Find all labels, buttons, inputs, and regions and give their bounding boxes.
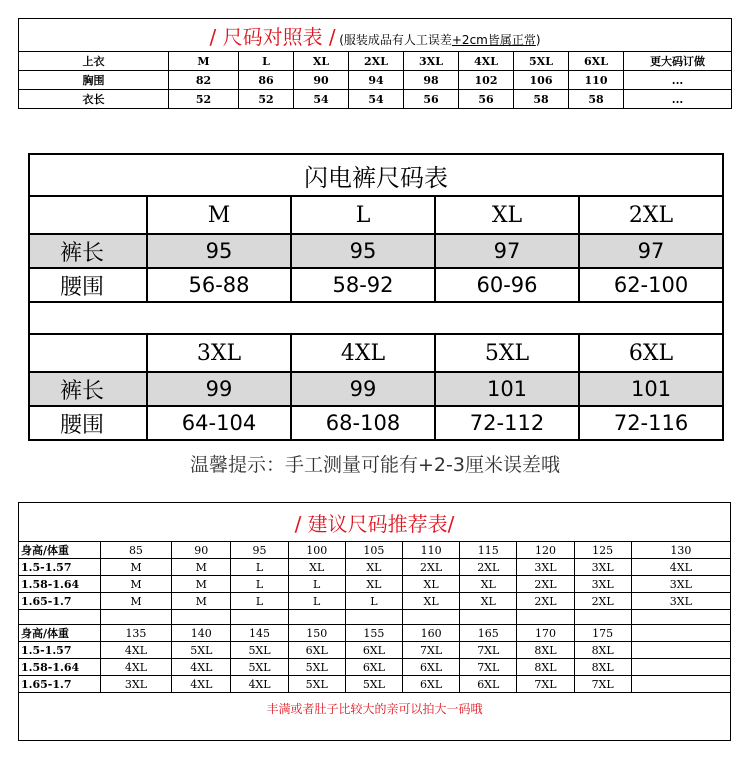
cell: 60-96	[435, 268, 579, 302]
measurement-tip: 温馨提示：手工测量可能有+2-3厘米误差哦	[190, 454, 560, 476]
cell: 54	[294, 90, 349, 109]
cell: 94	[349, 71, 404, 90]
cell	[574, 610, 631, 625]
cell: M	[100, 593, 171, 610]
header-cell: 5XL	[514, 52, 569, 71]
cell	[517, 610, 574, 625]
header-cell: M	[169, 52, 239, 71]
cell: 6XL	[345, 642, 402, 659]
cell: 52	[239, 90, 294, 109]
row-label: 裤长	[29, 372, 147, 406]
cell: 82	[169, 71, 239, 90]
header-cell: 145	[231, 625, 288, 642]
cell: 3XL	[631, 593, 730, 610]
header-cell: 95	[231, 542, 288, 559]
table-row	[29, 334, 723, 372]
cell: 106	[514, 71, 569, 90]
cell: 86	[239, 71, 294, 90]
cell: 5XL	[231, 659, 288, 676]
header-cell: 150	[288, 625, 345, 642]
table-row	[29, 406, 723, 440]
cell: 56-88	[147, 268, 291, 302]
size-cell: XL	[435, 196, 579, 234]
header-cell	[631, 625, 730, 642]
recommendation-title: / 建议尺码推荐表/	[294, 511, 455, 536]
header-cell: 上衣	[19, 52, 169, 71]
cell: L	[288, 593, 345, 610]
header-cell: 160	[402, 625, 459, 642]
table-row	[29, 268, 723, 302]
cell: 72-112	[435, 406, 579, 440]
cell: 58-92	[291, 268, 435, 302]
cell: 6XL	[402, 659, 459, 676]
header-cell: 3XL	[404, 52, 459, 71]
table-row	[19, 625, 731, 642]
header-cell: 120	[517, 542, 574, 559]
cell: XL	[345, 576, 402, 593]
cell: 3XL	[574, 576, 631, 593]
cell	[19, 610, 101, 625]
cell: 6XL	[288, 642, 345, 659]
note-mid: +2cm皆属正常	[451, 32, 536, 47]
cell: 58	[569, 90, 624, 109]
table-row	[19, 52, 732, 71]
header-cell: 90	[172, 542, 231, 559]
cell: 2XL	[460, 559, 517, 576]
header-cell: 115	[460, 542, 517, 559]
cell: 56	[459, 90, 514, 109]
cell	[29, 196, 147, 234]
table-row	[19, 642, 731, 659]
size-cell: 6XL	[579, 334, 723, 372]
header-cell: 4XL	[459, 52, 514, 71]
cell: 2XL	[402, 559, 459, 576]
cell: XL	[460, 593, 517, 610]
cell: ...	[624, 71, 732, 90]
cell: 101	[579, 372, 723, 406]
cell: 3XL	[517, 559, 574, 576]
cell: 衣长	[19, 90, 169, 109]
cell: ...	[624, 90, 732, 109]
spacer-row	[29, 302, 723, 334]
table-row	[19, 90, 732, 109]
cell: 102	[459, 71, 514, 90]
header-cell: 6XL	[569, 52, 624, 71]
cell	[288, 610, 345, 625]
header-cell: 125	[574, 542, 631, 559]
cell: 4XL	[100, 642, 171, 659]
table-row	[19, 559, 731, 576]
cell: M	[100, 559, 171, 576]
cell: 99	[291, 372, 435, 406]
size-cell: M	[147, 196, 291, 234]
cell: 7XL	[517, 676, 574, 693]
top-table-note	[339, 33, 540, 47]
cell: 5XL	[231, 642, 288, 659]
cell: 5XL	[288, 659, 345, 676]
table-row	[29, 234, 723, 268]
cell: XL	[460, 576, 517, 593]
cell: 4XL	[631, 559, 730, 576]
table-row	[19, 542, 731, 559]
cell: 98	[404, 71, 459, 90]
header-cell: 130	[631, 542, 730, 559]
cell: 6XL	[402, 676, 459, 693]
cell: 99	[147, 372, 291, 406]
table-row	[19, 659, 731, 676]
cell: M	[172, 593, 231, 610]
header-cell: 2XL	[349, 52, 404, 71]
cell: L	[288, 576, 345, 593]
top-table-title-cell	[19, 19, 732, 52]
cell	[231, 610, 288, 625]
cell: 7XL	[460, 642, 517, 659]
cell	[172, 610, 231, 625]
cell: 58	[514, 90, 569, 109]
cell: M	[172, 559, 231, 576]
header-cell: 100	[288, 542, 345, 559]
header-cell: 140	[172, 625, 231, 642]
row-label: 腰围	[29, 268, 147, 302]
cell: 5XL	[288, 676, 345, 693]
cell: 6XL	[345, 659, 402, 676]
row-label: 腰围	[29, 406, 147, 440]
recommendation-body	[19, 542, 731, 693]
header-cell: 175	[574, 625, 631, 642]
table-row	[19, 593, 731, 610]
spacer-row	[19, 610, 731, 625]
header-cell: 身高/体重	[19, 625, 101, 642]
cell	[631, 659, 730, 676]
header-cell: 更大码订做	[624, 52, 732, 71]
cell: 97	[579, 234, 723, 268]
cell: XL	[402, 576, 459, 593]
cell: 3XL	[631, 576, 730, 593]
cell	[29, 334, 147, 372]
cell	[402, 610, 459, 625]
cell: 4XL	[231, 676, 288, 693]
cell: 1.5-1.57	[19, 559, 101, 576]
cell: L	[231, 593, 288, 610]
table-row	[29, 372, 723, 406]
header-cell: 105	[345, 542, 402, 559]
cell: 90	[294, 71, 349, 90]
note-pre: (服装成品有人工误差	[339, 32, 452, 47]
cell: 1.58-1.64	[19, 659, 101, 676]
note-post: )	[535, 32, 541, 47]
cell: 3XL	[100, 676, 171, 693]
table-row	[29, 196, 723, 234]
cell: XL	[402, 593, 459, 610]
recommendation-table	[18, 502, 731, 741]
cell: M	[100, 576, 171, 593]
cell: 54	[349, 90, 404, 109]
cell: 95	[291, 234, 435, 268]
cell	[631, 642, 730, 659]
cell: 95	[147, 234, 291, 268]
size-cell: L	[291, 196, 435, 234]
cell: L	[231, 559, 288, 576]
cell: 68-108	[291, 406, 435, 440]
size-cell: 4XL	[291, 334, 435, 372]
table-row	[29, 302, 723, 334]
header-cell: 170	[517, 625, 574, 642]
cell: 8XL	[574, 659, 631, 676]
cell	[460, 610, 517, 625]
size-cell: 3XL	[147, 334, 291, 372]
cell: 胸围	[19, 71, 169, 90]
cell	[631, 610, 730, 625]
cell: 1.65-1.7	[19, 676, 101, 693]
cell: 56	[404, 90, 459, 109]
cell: 6XL	[460, 676, 517, 693]
cell: 110	[569, 71, 624, 90]
cell: 1.58-1.64	[19, 576, 101, 593]
header-cell: XL	[294, 52, 349, 71]
header-cell: 85	[100, 542, 171, 559]
row-label: 裤长	[29, 234, 147, 268]
cell: 7XL	[402, 642, 459, 659]
size-cell: 5XL	[435, 334, 579, 372]
cell: 62-100	[579, 268, 723, 302]
top-table-title: / 尺码对照表 /	[209, 24, 336, 49]
size-cell: 2XL	[579, 196, 723, 234]
cell: 52	[169, 90, 239, 109]
cell: 8XL	[517, 659, 574, 676]
header-cell: 135	[100, 625, 171, 642]
pants-size-table	[28, 153, 724, 441]
cell: XL	[345, 559, 402, 576]
recommendation-footer: 丰满或者肚子比较大的亲可以拍大一码哦	[19, 693, 731, 741]
cell: 101	[435, 372, 579, 406]
cell: 64-104	[147, 406, 291, 440]
cell: 72-116	[579, 406, 723, 440]
recommendation-title-cell	[19, 503, 731, 542]
table-row	[19, 71, 732, 90]
header-cell: 155	[345, 625, 402, 642]
cell: 8XL	[574, 642, 631, 659]
cell	[100, 610, 171, 625]
header-cell: L	[239, 52, 294, 71]
cell: 3XL	[574, 559, 631, 576]
cell: 5XL	[345, 676, 402, 693]
cell: 7XL	[460, 659, 517, 676]
cell: 2XL	[574, 593, 631, 610]
pants-table-title: 闪电裤尺码表	[29, 154, 723, 196]
cell: 97	[435, 234, 579, 268]
cell	[631, 676, 730, 693]
top-size-table	[18, 18, 732, 109]
cell: 8XL	[517, 642, 574, 659]
cell: 4XL	[100, 659, 171, 676]
cell: XL	[288, 559, 345, 576]
cell: 2XL	[517, 576, 574, 593]
header-cell: 165	[460, 625, 517, 642]
cell: 1.5-1.57	[19, 642, 101, 659]
cell: 4XL	[172, 676, 231, 693]
header-cell: 身高/体重	[19, 542, 101, 559]
cell: 4XL	[172, 659, 231, 676]
cell: M	[172, 576, 231, 593]
cell: 7XL	[574, 676, 631, 693]
cell	[345, 610, 402, 625]
table-row	[19, 576, 731, 593]
header-cell: 110	[402, 542, 459, 559]
cell: L	[345, 593, 402, 610]
cell: L	[231, 576, 288, 593]
cell: 5XL	[172, 642, 231, 659]
table-row	[19, 676, 731, 693]
cell: 2XL	[517, 593, 574, 610]
cell: 1.65-1.7	[19, 593, 101, 610]
